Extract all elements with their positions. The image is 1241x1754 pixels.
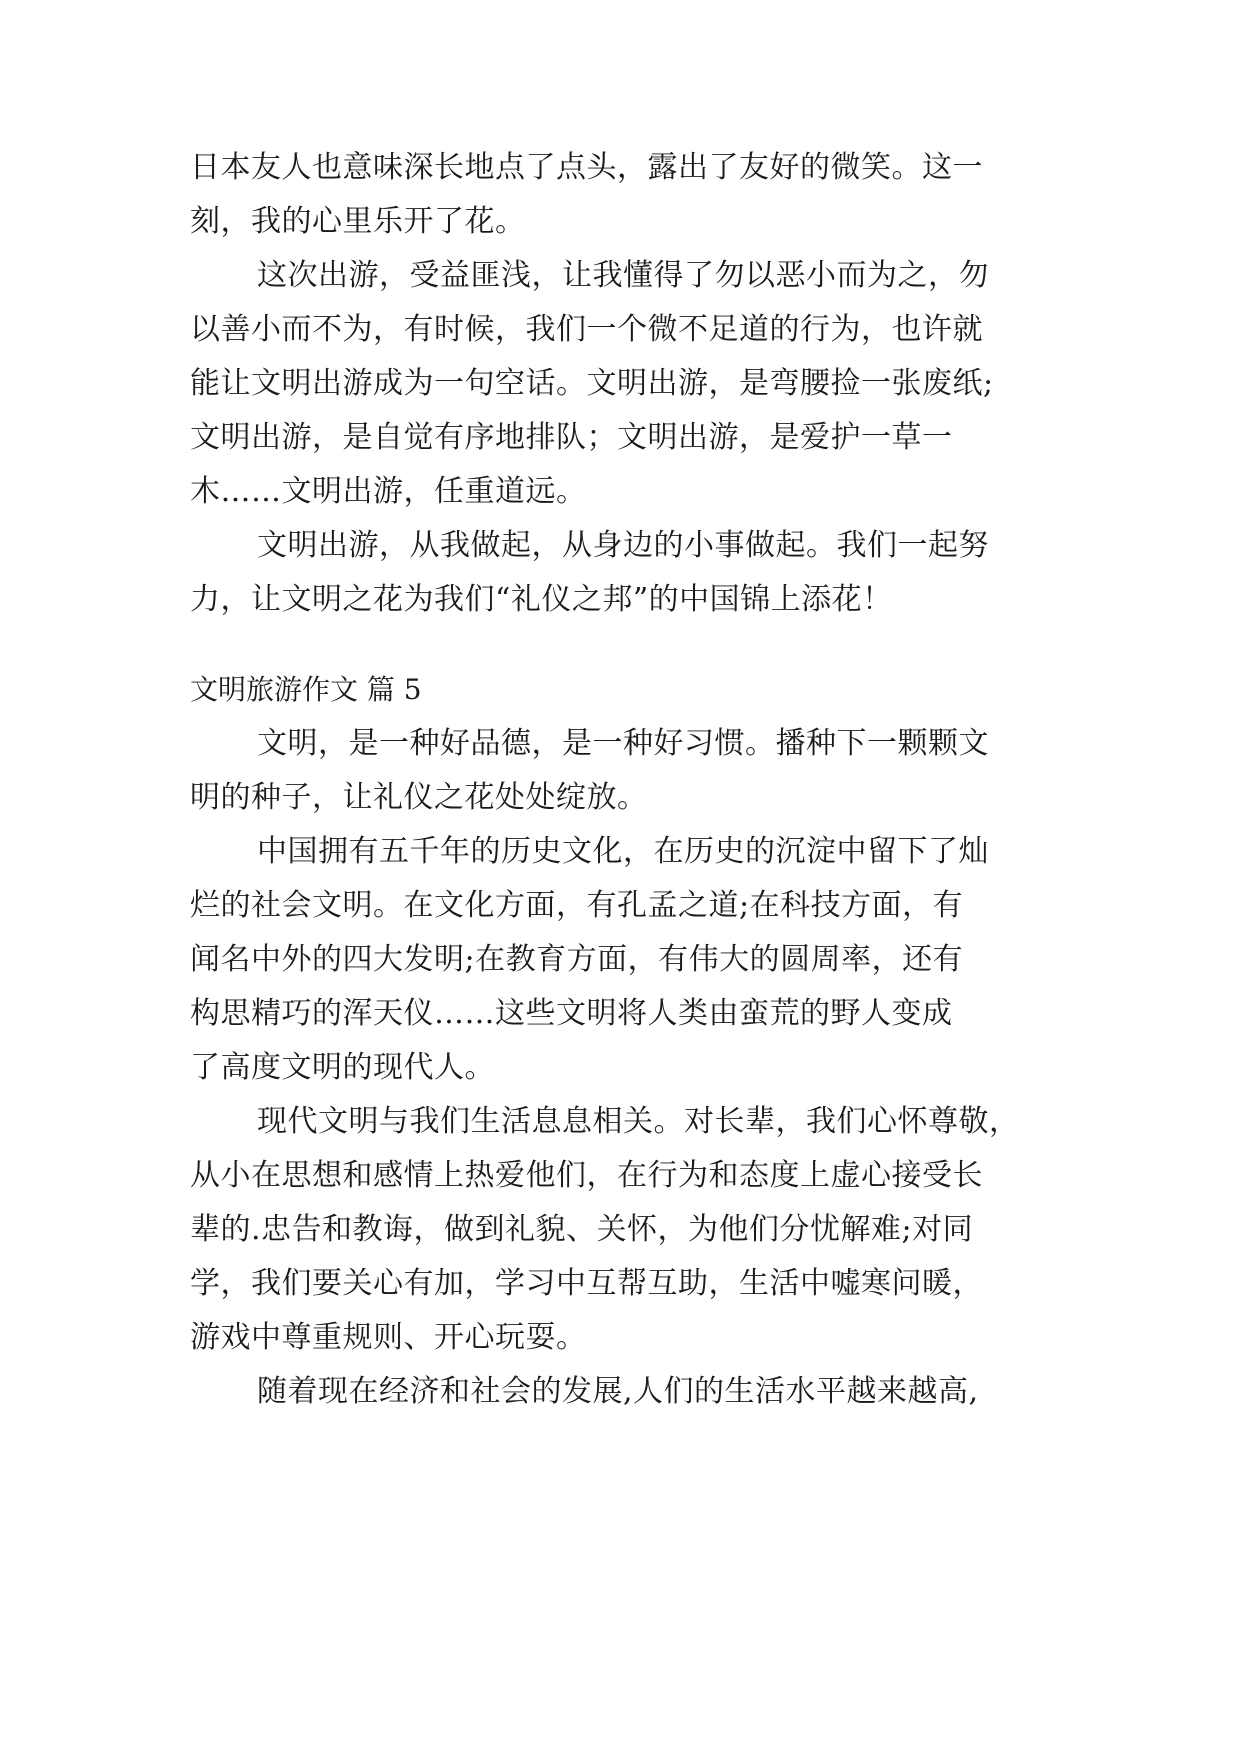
text-line: 闻名中外的四大发明;在教育方面，有伟大的圆周率，还有 (190, 942, 964, 977)
text-line: 游戏中尊重规则、开心玩耍。 (190, 1320, 587, 1355)
text-line: 明的种子，让礼仪之花处处绽放。 (190, 780, 648, 815)
section-heading: 文明旅游作文 篇 5 (190, 673, 422, 706)
text-line: 烂的社会文明。在文化方面，有孔孟之道;在科技方面，有 (190, 888, 964, 923)
text-line: 文明出游，从我做起，从身边的小事做起。我们一起努 (257, 528, 989, 563)
text-line: 以善小而不为，有时候，我们一个微不足道的行为，也许就 (190, 312, 983, 347)
text-line: 中国拥有五千年的历史文化，在历史的沉淀中留下了灿 (257, 834, 989, 869)
text-line: 文明，是一种好品德，是一种好习惯。播种下一颗颗文 (257, 726, 989, 761)
text-line: 随着现在经济和社会的发展,人们的生活水平越来越高, (257, 1374, 979, 1409)
text-line: 力，让文明之花为我们“礼仪之邦”的中国锦上添花！ (190, 582, 893, 617)
text-line: 能让文明出游成为一句空话。文明出游，是弯腰捡一张废纸; (190, 366, 994, 401)
text-line: 日本友人也意味深长地点了点头，露出了友好的微笑。这一 (190, 150, 983, 185)
text-line: 从小在思想和感情上热爱他们，在行为和态度上虚心接受长 (190, 1158, 983, 1193)
text-line: 木……文明出游，任重道远。 (190, 474, 587, 509)
text-line: 学，我们要关心有加，学习中互帮互助，生活中嘘寒问暖， (190, 1266, 983, 1301)
text-line: 辈的.忠告和教诲，做到礼貌、关怀，为他们分忧解难;对同 (190, 1212, 974, 1247)
text-line: 构思精巧的浑天仪……这些文明将人类由蛮荒的野人变成 (190, 996, 953, 1031)
text-line: 现代文明与我们生活息息相关。对长辈，我们心怀尊敬， (257, 1104, 1020, 1139)
text-line: 了高度文明的现代人。 (190, 1050, 495, 1085)
text-line: 文明出游，是自觉有序地排队；文明出游，是爱护一草一 (190, 420, 953, 455)
text-line: 刻，我的心里乐开了花。 (190, 204, 526, 239)
text-line: 这次出游，受益匪浅，让我懂得了勿以恶小而为之，勿 (257, 258, 989, 293)
